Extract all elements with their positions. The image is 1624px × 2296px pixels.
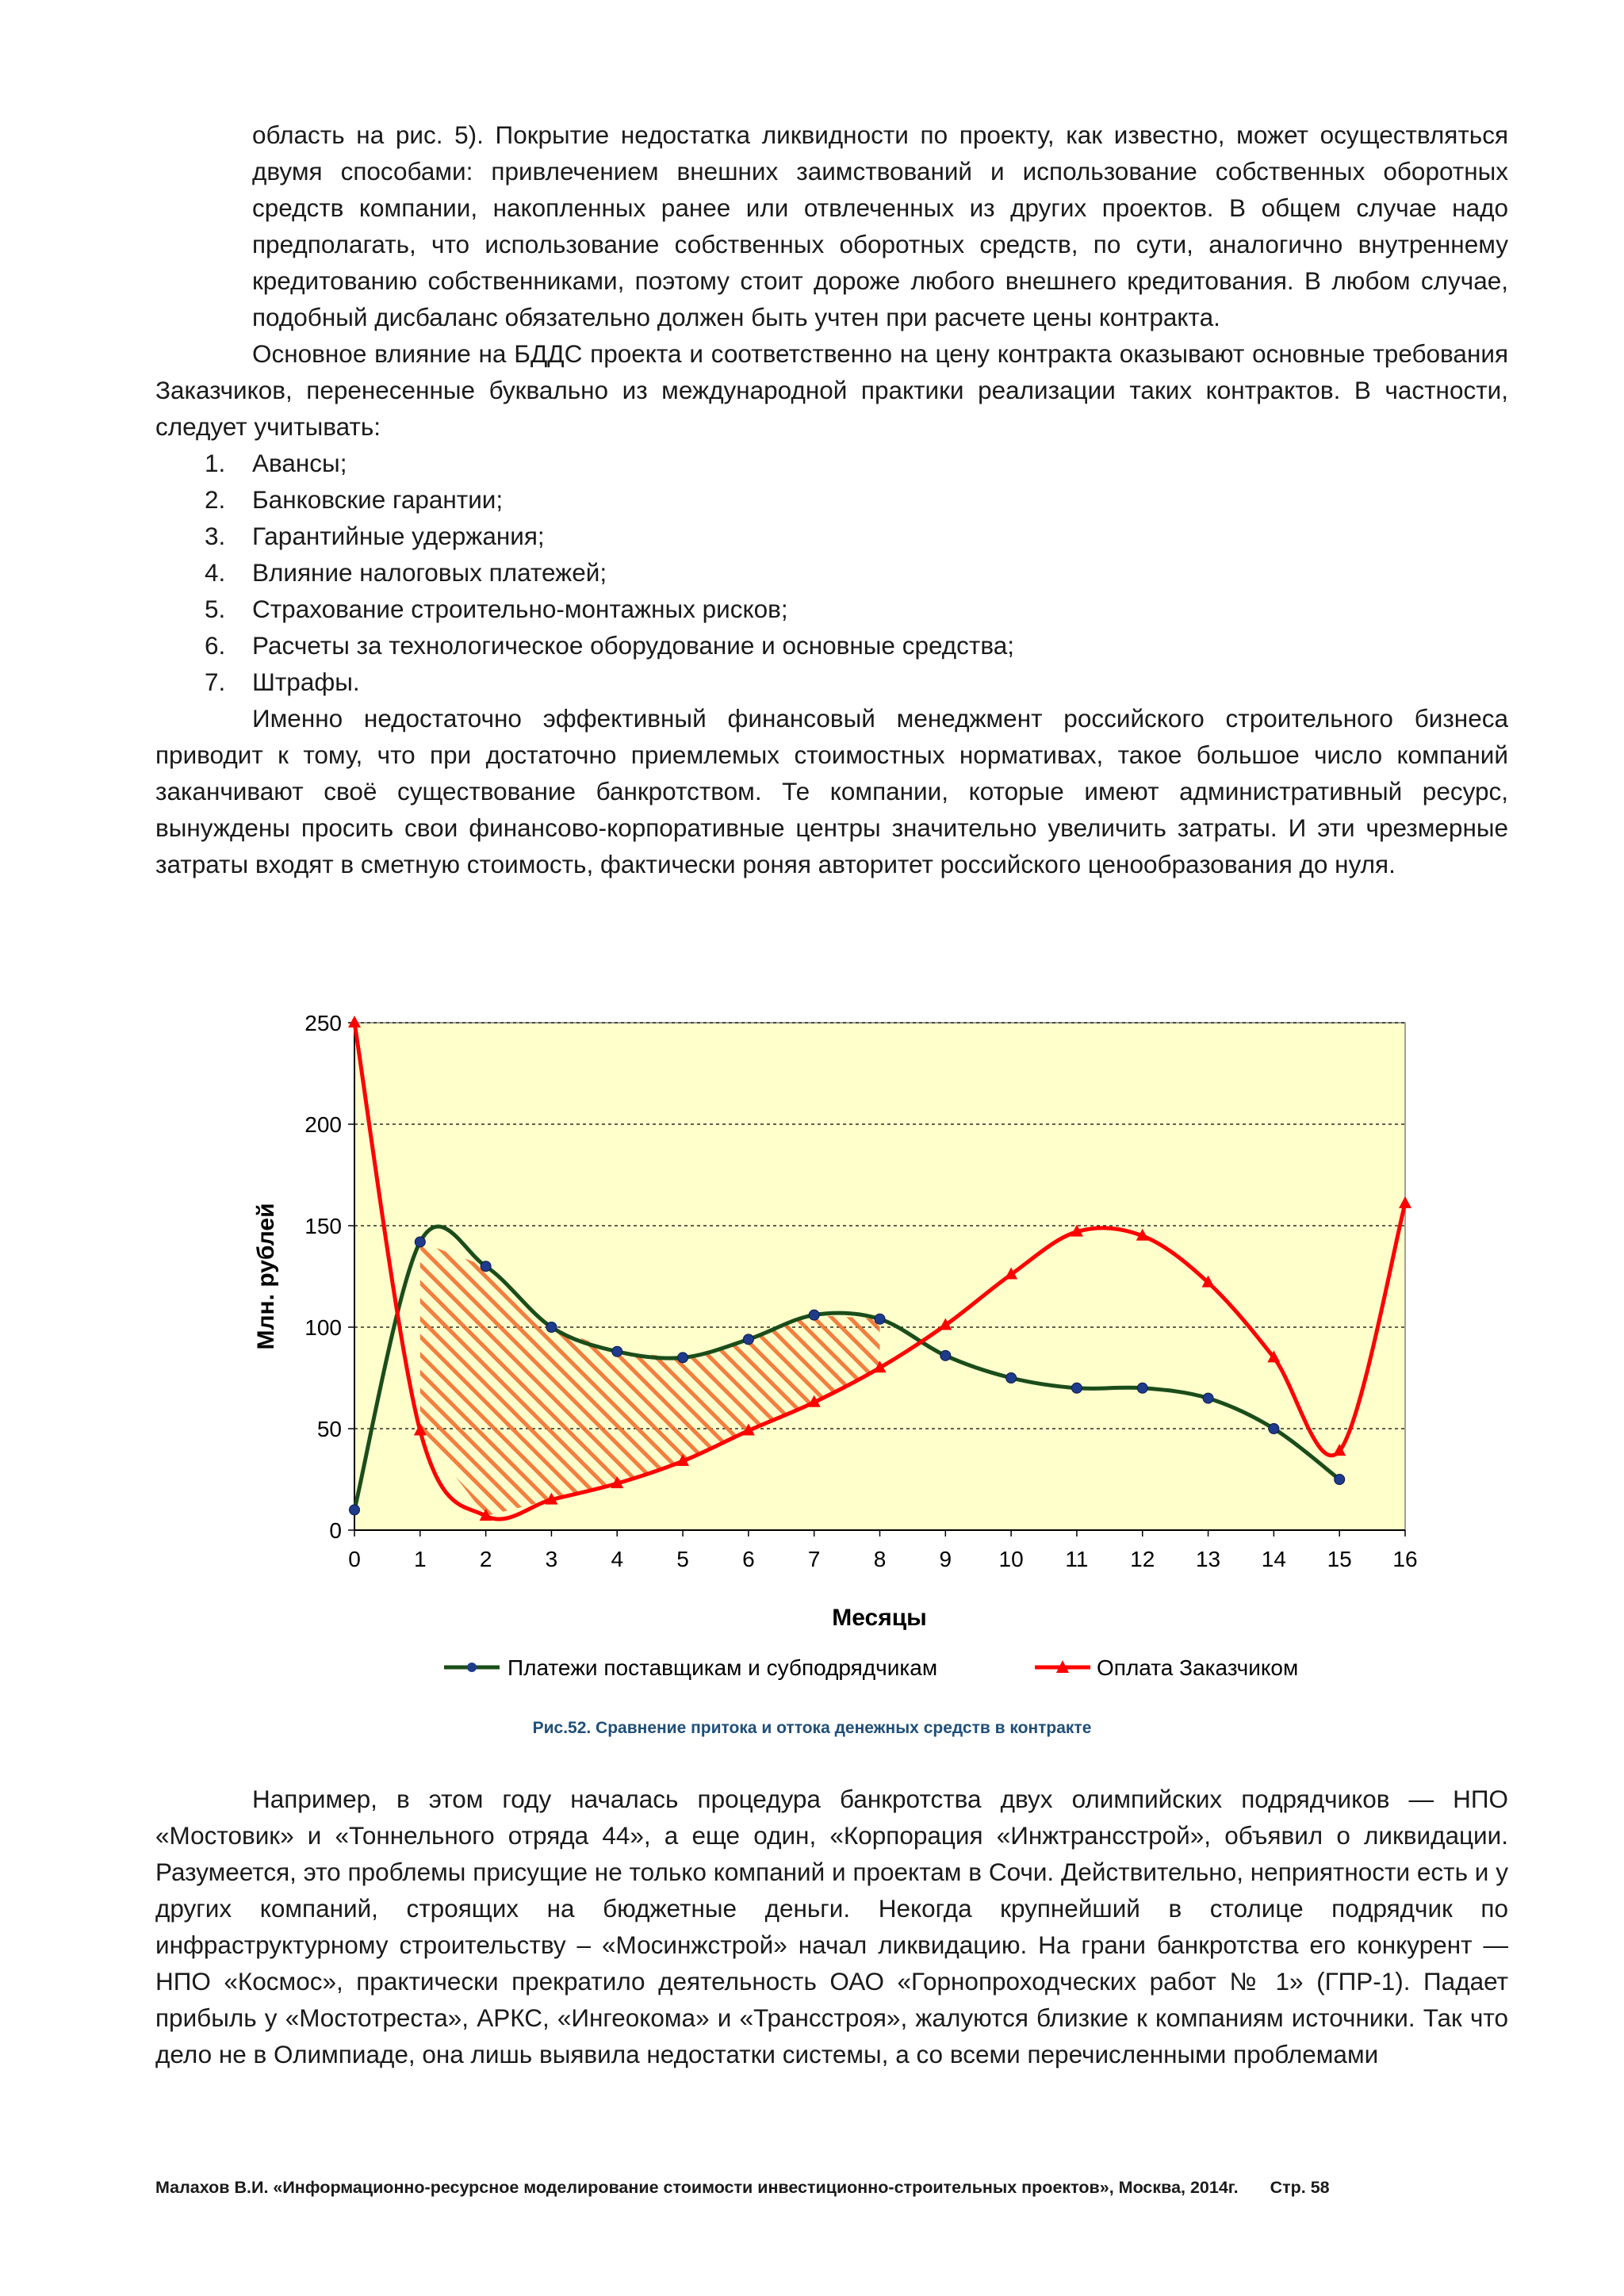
list-item: 6. Расчеты за технологическое оборудование и основные средства; xyxy=(205,631,1014,660)
legend-marker-suppliers xyxy=(467,1663,477,1672)
legend xyxy=(444,1655,1298,1680)
data-point xyxy=(348,1016,361,1027)
x-tick-label: 7 xyxy=(807,1547,821,1571)
footer-text: Малахов В.И. «Информационно-ресурсное моделирование стоимости инвестиционно-строительных проектов», Москва, 2014г. xyxy=(155,2178,1239,2197)
x-tick-label: 0 xyxy=(348,1547,361,1571)
text-block-top xyxy=(155,117,1508,882)
y-tick-label: 250 xyxy=(304,1011,342,1035)
legend-label-customer: Оплата Заказчиком xyxy=(1097,1655,1299,1680)
data-point xyxy=(1269,1424,1279,1434)
x-tick-label: 1 xyxy=(414,1547,427,1571)
cashflow-chart xyxy=(0,991,1624,1705)
data-point xyxy=(1203,1393,1213,1403)
x-tick-label: 10 xyxy=(998,1547,1024,1571)
paragraph-2: Основное влияние на БДДС проекта и соответственно на цену контракта оказывают основные требования Заказчиков, перенесенные буквально из международной практики реализации таких контрактов. В частности, следует учитывать: xyxy=(155,339,1508,441)
data-point xyxy=(1006,1373,1017,1383)
x-tick-label: 4 xyxy=(611,1547,624,1571)
x-tick-label: 16 xyxy=(1392,1547,1418,1571)
paragraph-4: Например, в этом году началась процедура банкротства двух олимпийских подрядчиков — НПО «Мостовик» и «Тоннельного отряда 44», а еще один, «Корпорация «Инжтрансстрой», объявил о ликвидации. Разумеется, это проблемы присущие не только компаний и проектам в Сочи. Действительно, неприятности есть и у других компаний, строящих на бюджетные деньги. Некогда крупнейший в столице подрядчик по инфраструктурному строительству – «Мосинжстрой» начал ликвидацию. На грани банкротства его конкурент — НПО «Космос», практически прекратило деятельность ОАО «Горнопроходческих работ № 1» (ГПР-1). Падает прибыль у «Мостотреста», АРКС, «Ингеокома» и «Трансстроя», жалуются близкие к компаниям источники. Так что дело не в Олимпиаде, она лишь выявила недостатки системы, а со всеми перечисленными проблемами xyxy=(155,1785,1508,2068)
x-tick-label: 11 xyxy=(1065,1547,1089,1571)
x-tick-label: 6 xyxy=(742,1547,755,1571)
data-point xyxy=(1335,1475,1345,1485)
data-point xyxy=(678,1353,688,1363)
data-point xyxy=(875,1314,885,1324)
list-item: 2. Банковские гарантии; xyxy=(205,485,504,514)
y-tick-label: 0 xyxy=(329,1518,342,1543)
paragraph-3: Именно недостаточно эффективный финансовый менеджмент российского строительного бизнеса приводит к тому, что при достаточно приемлемых стоимостных нормативах, такое большое число компаний заканчивают своё существование банкротством. Те компании, которые имеют административный ресурс, вынуждены просить свои финансово-корпоративные центры значительно увеличить затраты. И эти чрезмерные затраты входят в сметную стоимость, фактически роняя авторитет российского ценообразования до нуля. xyxy=(155,704,1508,878)
text-block-bottom xyxy=(155,1781,1508,2072)
y-tick-label: 150 xyxy=(304,1214,342,1238)
y-tick-label: 50 xyxy=(316,1417,342,1441)
list-item: 5. Страхование строительно-монтажных рисков; xyxy=(205,595,788,623)
data-point xyxy=(481,1261,491,1272)
y-axis-label: Млн. рублей xyxy=(253,1203,279,1350)
data-point xyxy=(415,1237,425,1247)
x-tick-label: 9 xyxy=(939,1547,952,1571)
requirements-list xyxy=(155,445,1508,700)
x-tick-label: 14 xyxy=(1261,1547,1286,1571)
list-item: 7. Штрафы. xyxy=(205,668,360,696)
x-tick-label: 8 xyxy=(873,1547,887,1571)
x-tick-label: 12 xyxy=(1130,1547,1155,1571)
data-point xyxy=(1137,1383,1147,1393)
data-point xyxy=(1071,1383,1082,1393)
x-tick-label: 2 xyxy=(479,1547,492,1571)
page-number: Стр. 58 xyxy=(1270,2178,1330,2197)
data-point xyxy=(743,1334,753,1345)
x-tick-label: 3 xyxy=(545,1547,558,1571)
data-point xyxy=(350,1505,360,1515)
x-tick-label: 15 xyxy=(1327,1547,1352,1571)
data-point xyxy=(612,1346,622,1357)
x-tick-label: 13 xyxy=(1195,1547,1221,1571)
list-item: 4. Влияние налоговых платежей; xyxy=(205,558,607,587)
data-point xyxy=(940,1350,951,1360)
y-tick-label: 200 xyxy=(304,1112,342,1137)
x-axis-label: Месяцы xyxy=(832,1605,927,1631)
list-item: 3. Гарантийные удержания; xyxy=(205,522,545,550)
x-tick-label: 5 xyxy=(676,1547,689,1571)
page-footer xyxy=(155,2178,1508,2198)
paragraph-1: область на рис. 5). Покрытие недостатка ликвидности по проекту, как известно, может осуществляться двумя способами: привлечением внешних заимствований и использование собственных оборотных средств компании, накопленных ранее или отвлеченных из других проектов. В общем случае надо предполагать, что использование собственных оборотных средств, по сути, аналогично внутреннему кредитованию собственниками, поэтому стоит дороже любого внешнего кредитования. В любом случае, подобный дисбаланс обязательно должен быть учтен при расчете цены контракта. xyxy=(252,121,1508,331)
figure-caption: Рис.52. Сравнение притока и оттока денежных средств в контракте xyxy=(532,1719,1092,1737)
list-item: 1. Авансы; xyxy=(205,449,347,477)
data-point xyxy=(546,1322,557,1333)
legend-label-suppliers: Платежи поставщикам и субподрядчикам xyxy=(508,1655,938,1680)
y-tick-label: 100 xyxy=(304,1315,342,1340)
data-point xyxy=(809,1310,819,1320)
